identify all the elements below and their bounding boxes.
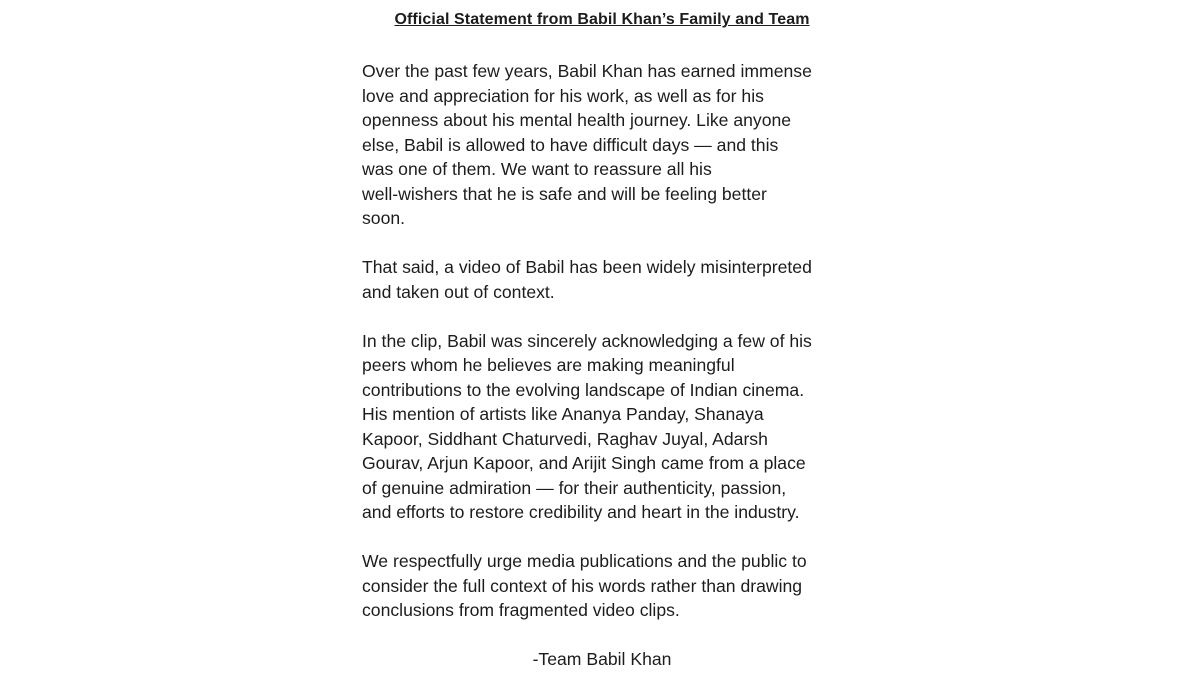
text-line: of genuine admiration — for their authenticity, passion, <box>362 477 787 498</box>
text-line: Over the past few years, Babil Khan has earned immense <box>362 61 812 81</box>
text-line: His mention of artists like Ananya Panday, Shanaya <box>362 404 764 424</box>
paragraph-2 <box>362 255 842 304</box>
text-line: well-wishers that he is safe and will be feeling better <box>362 183 767 204</box>
text-line: We respectfully urge media publications and the public to <box>362 551 807 571</box>
text-line: contributions to the evolving landscape of Indian cinema. <box>362 379 805 400</box>
text-line: conclusions from fragmented video clips. <box>362 600 680 620</box>
text-line: consider the full context of his words rather than drawing <box>362 575 803 596</box>
text-line: was one of them. We want to reassure all his <box>362 159 712 179</box>
text-line: Gourav, Arjun Kapoor, and Arijit Singh came from a place <box>362 453 806 473</box>
text-line: and taken out of context. <box>362 281 555 302</box>
text-line: love and appreciation for his work, as well as for his <box>362 85 764 106</box>
text-line: In the clip, Babil was sincerely acknowledging a few of his <box>362 330 812 351</box>
paragraph-4 <box>362 549 842 623</box>
text-line: Kapoor, Siddhant Chaturvedi, Raghav Juyal, Adarsh <box>362 428 768 449</box>
text-line: openness about his mental health journey. Like anyone <box>362 110 792 130</box>
text-line: and efforts to restore credibility and heart in the industry. <box>362 502 800 522</box>
text-line: That said, a video of Babil has been widely misinterpreted <box>362 257 812 277</box>
text-line: soon. <box>362 208 406 228</box>
statement-document <box>362 10 842 672</box>
text-line: else, Babil is allowed to have difficult days — and this <box>362 134 779 155</box>
statement-title: Official Statement from Babil Khan’s Family and Team <box>394 11 810 28</box>
text-line: peers whom he believes are making meaningful <box>362 355 735 375</box>
statement-signature: -Team Babil Khan <box>532 649 672 669</box>
paragraph-3 <box>362 329 842 525</box>
paragraph-1 <box>362 59 842 231</box>
